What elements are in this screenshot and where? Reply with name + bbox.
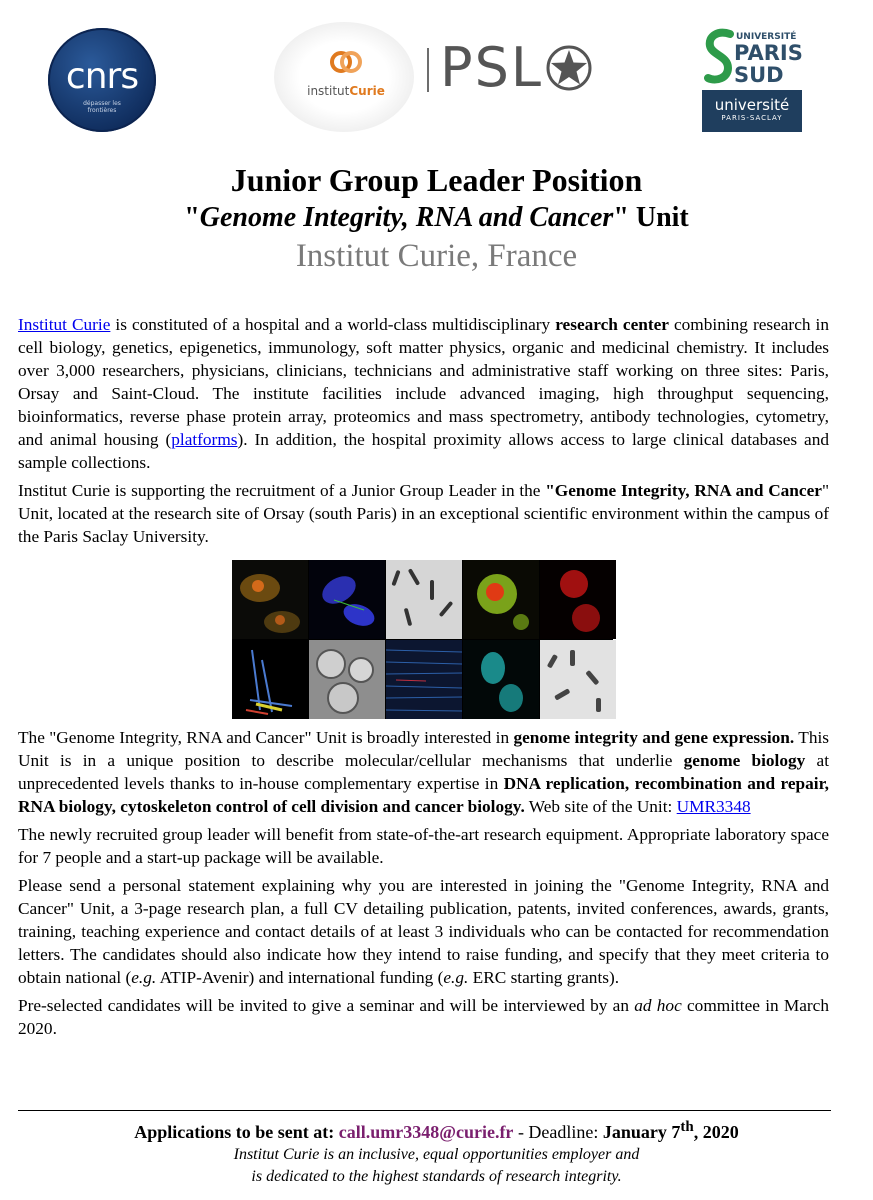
- text-run: This Unit is in a unique position to describe molecular/cellular mechanisms that underlie: [18, 728, 830, 770]
- apply-label: Applications to be sent at:: [134, 1122, 339, 1142]
- ups-paris: PARIS: [734, 41, 803, 65]
- deadline-year: , 2020: [693, 1122, 739, 1142]
- unit-paragraph: [18, 726, 829, 818]
- text-run: at unprecedented levels thanks to in-house complementary expertise in: [18, 751, 830, 793]
- institut-curie-link[interactable]: Institut Curie: [18, 315, 111, 334]
- cnrs-logo: [48, 28, 156, 132]
- location-subtitle: Institut Curie, France: [295, 238, 578, 274]
- cytoskeleton-icon: [232, 640, 308, 719]
- text-run: Pre-selected candidates will be invited to give a seminar and will be interviewed by an: [18, 996, 635, 1015]
- text-bold: genome integrity and gene expression.: [513, 728, 795, 747]
- equipment-paragraph: The newly recruited group leader will benefit from state-of-the-art research equipment. Appropriate laboratory space for 7 people and a start-up package will be available.: [18, 825, 829, 867]
- unit-description-section: [18, 726, 829, 1045]
- microscopy-tile: [232, 640, 308, 719]
- selection-paragraph: [18, 994, 829, 1040]
- microscopy-tile: [386, 560, 462, 639]
- chromosome-blue-icon: [309, 560, 385, 639]
- ups-sud: SUD: [734, 63, 784, 87]
- intro-section: [18, 313, 829, 553]
- paris-sud-s-icon: [704, 28, 734, 86]
- text-run: ATIP-Avenir) and international funding (: [156, 968, 444, 987]
- saclay-universite: université: [714, 96, 790, 114]
- equal-line-2: is dedicated to the highest standards of research integrity.: [251, 1168, 622, 1185]
- application-email[interactable]: call.umr3348@curie.fr: [338, 1122, 514, 1142]
- footer-divider: [18, 1110, 831, 1111]
- text-run: is constituted of a hospital and a world-class multidisciplinary: [110, 315, 556, 334]
- cell-fluorescence-icon: [463, 560, 539, 639]
- cnrs-logo-tagline: dépasser les frontières: [83, 100, 121, 114]
- saclay-paris-saclay: PARIS-SACLAY: [721, 114, 783, 122]
- page-title: Junior Group Leader Position: [230, 162, 643, 198]
- umr3348-link[interactable]: UMR3348: [676, 797, 751, 816]
- chromosome-grey-icon: [540, 640, 616, 719]
- recruitment-paragraph: [18, 479, 829, 548]
- microscopy-image-mosaic: [232, 560, 613, 719]
- text-run: ERC starting grants).: [468, 968, 620, 987]
- chromosome-spread-icon: [386, 560, 462, 639]
- dna-fibers-icon: [386, 640, 462, 719]
- deadline-label: - Deadline:: [513, 1122, 603, 1142]
- cnrs-logo-text: cnrs: [65, 56, 139, 97]
- intro-paragraph: [18, 313, 829, 474]
- deadline-sup: th: [680, 1119, 694, 1135]
- unit-suffix: " Unit: [613, 202, 689, 233]
- text-run: The "Genome Integrity, RNA and Cancer" Unit is broadly interested in: [18, 728, 514, 747]
- yeast-cells-icon: [309, 640, 385, 719]
- text-bold: research center: [555, 315, 669, 334]
- unit-quote-open: ": [184, 202, 200, 233]
- curie-logo-prefix: institut: [307, 84, 350, 98]
- text-run: " Unit, located at the research site of Orsay (south Paris) in an exceptional scientific environment within the campus of the Paris Saclay University.: [18, 481, 829, 546]
- text-italic: e.g.: [443, 968, 469, 987]
- deadline-day: January 7: [602, 1122, 681, 1142]
- curie-logo-name: Curie: [349, 84, 385, 98]
- text-run: Please send a personal statement explaining why you are interested in joining the "Genome Integrity, RNA and Cancer" Unit, a 3-page research plan, a full CV detailing publication, patents, invited conferences, awards, grants, training, teaching experience and contact details of at least 3 individuals who can be contacted for recommendation letters. The candidates should also indicate how they intend to raise funding, and specify that they meet criteria to obtain national (: [18, 876, 829, 987]
- microscopy-tile: [463, 640, 539, 719]
- cell-red-icon: [540, 560, 616, 639]
- platforms-link[interactable]: platforms: [171, 430, 238, 449]
- microscopy-tile: [309, 560, 385, 639]
- cell-cyan-icon: [463, 640, 539, 719]
- equal-opportunity-note: [0, 1144, 873, 1188]
- microscopy-tile: [309, 640, 385, 719]
- text-run: Web site of the Unit:: [524, 797, 677, 816]
- curie-logo-wordmark: [286, 84, 406, 98]
- logo-divider: [427, 48, 429, 92]
- text-italic: e.g.: [131, 968, 157, 987]
- microscopy-tile: [386, 640, 462, 719]
- unit-name: Genome Integrity, RNA and Cancer: [199, 202, 614, 233]
- text-bold: genome biology: [683, 751, 806, 770]
- text-italic: ad hoc: [634, 996, 682, 1015]
- microscopy-tile: [540, 640, 616, 719]
- cell-image-icon: [232, 560, 308, 639]
- text-run: Institut Curie is supporting the recruitment of a Junior Group Leader in the: [18, 481, 546, 500]
- text-bold: "Genome Integrity, RNA and Cancer: [545, 481, 822, 500]
- paris-saclay-logo: [702, 90, 802, 132]
- psl-star-icon: [545, 44, 593, 92]
- equal-line-1: Institut Curie is an inclusive, equal opportunities employer and: [233, 1146, 640, 1163]
- microscopy-tile: [540, 560, 616, 639]
- psl-logo-text: PSL: [440, 36, 543, 99]
- text-run: ). In addition, the hospital proximity allows access to large clinical databases and sample collections.: [18, 430, 829, 472]
- application-paragraph: [18, 874, 829, 989]
- microscopy-tile: [232, 560, 308, 639]
- title-block: [0, 160, 873, 276]
- unit-title: [0, 200, 873, 236]
- ups-universite: UNIVERSITÉ: [736, 32, 797, 42]
- application-line: [0, 1114, 873, 1145]
- text-run: combining research in cell biology, genetics, epigenetics, immunology, soft matter physics, organic and medicinal chemistry. It includes over 3,000 researchers, physicians, clinicians, technicians and administrative staff working on three sites: Paris, Orsay and Saint-Cloud. The institute facilities include advanced imaging, high throughput sequencing, bioinformatics, reverse phase protein array, proteomics and mass spectrometry, antibody technologies, cytometry, and animal housing (: [18, 315, 829, 449]
- institut-curie-logo: [274, 22, 414, 132]
- universite-paris-sud-logo: [700, 26, 804, 134]
- text-bold: DNA replication, recombination and repair, RNA biology, cytoskeleton control of cell division and cancer biology.: [18, 774, 829, 816]
- curie-rings-icon: [329, 47, 363, 77]
- text-run: committee in March 2020.: [18, 996, 829, 1038]
- logo-row: [0, 0, 873, 160]
- deadline-date: [602, 1119, 739, 1142]
- microscopy-tile: [463, 560, 539, 639]
